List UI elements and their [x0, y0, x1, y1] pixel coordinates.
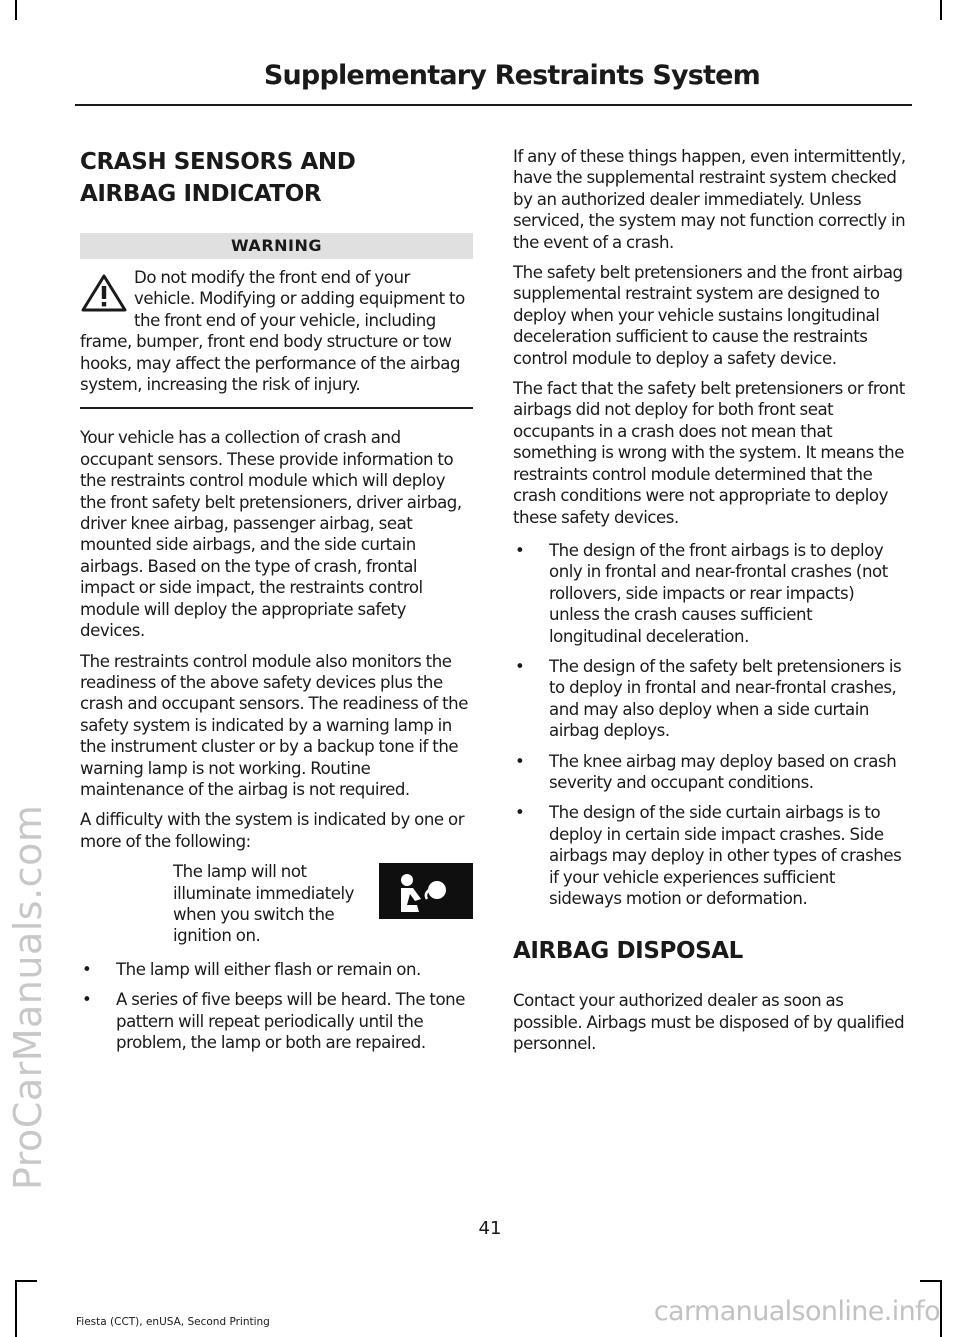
list-item-text: The design of the front airbags is to deploy only in frontal and near-frontal crashes (not rollovers, side impacts or rear impacts) unless the crash causes sufficient longitudinal deceleration.: [549, 540, 888, 646]
warning-label: WARNING: [80, 233, 473, 259]
list-item: [80, 989, 473, 1053]
crop-mark: [940, 0, 942, 20]
crop-mark: [15, 1280, 37, 1282]
design-list: [513, 540, 908, 910]
list-item-text: The design of the side curtain airbags is to deploy in certain side impact crashes. Side airbags may deploy in other types of crashes if your vehicle experiences sufficient sideways motion or deformation.: [549, 803, 902, 908]
bullet: •: [515, 803, 525, 823]
lamp-indicator-row: [80, 861, 473, 947]
bullet: •: [515, 540, 525, 560]
list-item: [513, 802, 908, 909]
page-number: 41: [478, 1218, 502, 1239]
crop-mark: [15, 1280, 17, 1337]
list-item-text: The lamp will either flash or remain on.: [116, 959, 421, 979]
airbag-warning-lamp-icon: [379, 863, 473, 919]
section-title-line: AIRBAG INDICATOR: [80, 181, 322, 207]
paragraph: The safety belt pretensioners and the front airbag supplemental restraint system are designed to deploy when your vehicle sustains longitudinal deceleration sufficient to cause the restraints control module to deploy a safety device.: [513, 263, 903, 368]
crop-mark: [15, 0, 17, 20]
header-rule: [75, 104, 912, 106]
warning-body: [80, 267, 473, 409]
list-item-text: The design of the safety belt pretensioners is to deploy in frontal and near-frontal crashes, and may also deploy when a side curtain airbag deploys.: [549, 656, 902, 741]
bullet: •: [515, 656, 525, 676]
list-item: [513, 540, 908, 647]
warning-box: [80, 233, 473, 409]
bullet: •: [515, 751, 525, 771]
warning-triangle-icon: [80, 273, 128, 313]
left-column: [80, 146, 473, 1062]
bullet: •: [82, 959, 92, 979]
list-item: [513, 656, 908, 742]
warning-text: Do not modify the front end of your vehicle. Modifying or adding equipment to the front end of your vehicle, including frame, bumper, front end body structure or tow hooks, may affect the performance of the airbag system, increasing the risk of injury.: [80, 268, 465, 395]
page-header-title: Supplementary Restraints System: [263, 60, 760, 91]
paragraph: If any of these things happen, even intermittently, have the supplemental restraint system checked by an authorized dealer immediately. Unless serviced, the system may not function correctly in the event of a crash.: [513, 147, 906, 252]
list-item-text: The knee airbag may deploy based on crash severity and occupant conditions.: [549, 751, 897, 792]
section-title-airbag-disposal: AIRBAG DISPOSAL: [513, 938, 743, 965]
list-item: [513, 751, 908, 794]
bullet: •: [82, 990, 92, 1010]
symptom-list: [80, 959, 473, 1054]
lamp-text: The lamp will not illuminate immediately when you switch the ignition on.: [173, 862, 355, 946]
section-title-line: CRASH SENSORS AND: [80, 149, 356, 175]
section-title-crash-sensors: [80, 146, 473, 210]
paragraph: The restraints control module also monitors the readiness of the above safety devices plus the crash and occupant sensors. The readiness of the safety system is indicated by a warning lamp in the instrument cluster or by a backup tone if the warning lamp is not working. Routine maintenance of the airbag is not required.: [80, 651, 468, 799]
paragraph: The fact that the safety belt pretensioners or front airbags did not deploy for both front seat occupants in a crash does not mean that something is wrong with the system. It means the restraints control module determined that the crash conditions were not appropriate to deploy these safety devices.: [513, 379, 905, 527]
crop-mark: [920, 1280, 942, 1282]
right-column: [513, 146, 908, 1064]
footer-watermark-url: carmanualsonline.info: [653, 1296, 940, 1327]
paragraph: Contact your authorized dealer as soon as possible. Airbags must be disposed of by qualified personnel.: [513, 991, 905, 1054]
list-item-text: A series of five beeps will be heard. The tone pattern will repeat periodically until the problem, the lamp or both are repaired.: [116, 990, 465, 1052]
crop-mark: [940, 1280, 942, 1337]
side-watermark: ProCarManuals.com: [6, 804, 50, 1190]
paragraph: Your vehicle has a collection of crash and occupant sensors. These provide information to the restraints control module which will deploy the front safety belt pretensioners, driver airbag, driver knee airbag, passenger airbag, seat mounted side airbags, and the side curtain airbags. Based on the type of crash, frontal impact or side impact, the restraints control module will deploy the appropriate safety devices.: [80, 428, 462, 641]
footer-edition: Fiesta (CCT), enUSA, Second Printing: [76, 1316, 270, 1328]
paragraph: A difficulty with the system is indicated by one or more of the following:: [80, 810, 465, 851]
list-item: [80, 959, 473, 980]
